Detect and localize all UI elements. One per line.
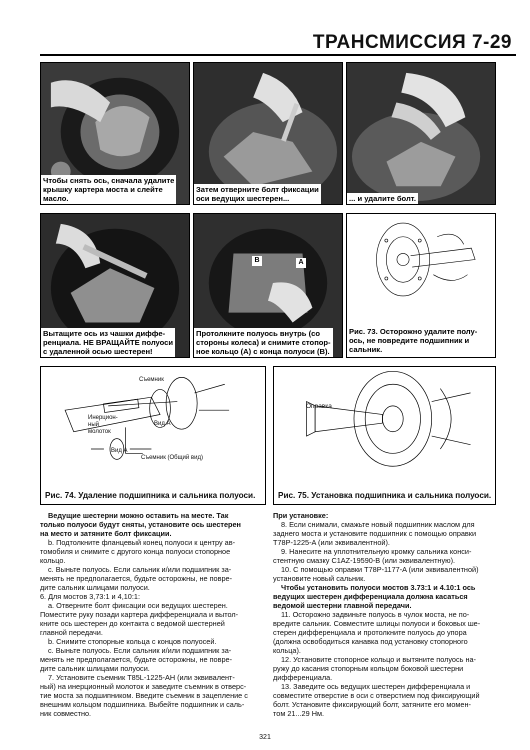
photo-remove-cover bbox=[40, 62, 190, 205]
text-line: только полуоси будут сняты, установите ось шестерен bbox=[40, 519, 241, 529]
text-line: на место и затяните болт фиксации. bbox=[40, 528, 172, 538]
page-title: ТРАНСМИССИЯ 7-29 bbox=[312, 32, 512, 53]
text-line: с. Выньте полуось. Если сальник и/или подшипник за- bbox=[48, 645, 232, 655]
text-line: 9. Нанесите на уплотнительную кромку сальника конси- bbox=[281, 546, 472, 556]
text-line: дите сальник шлицами полуоси. bbox=[40, 582, 150, 592]
photo-remove-bolt bbox=[346, 62, 496, 205]
label-view-a-1: Вид А bbox=[154, 421, 171, 427]
figure-73-drawing bbox=[347, 214, 497, 324]
label-puller-general: Съемник (Общий вид) bbox=[141, 455, 203, 461]
figure-75-drawing bbox=[274, 367, 497, 487]
photo-unscrew-bolt-image bbox=[194, 63, 342, 204]
page-number: 321 bbox=[259, 734, 271, 741]
text-line: стерен дифференциала и протолкните полуось до упора bbox=[273, 627, 467, 637]
text-line: томобиля и снимите с другого конца полуоси стопорное bbox=[40, 546, 231, 556]
figure-74-caption: Рис. 74. Удаление подшипника и сальника полуоси. bbox=[45, 491, 256, 500]
text-line: b. Подтолкните фланцевый конец полуоси к центру ав- bbox=[48, 537, 236, 547]
figure-74-drawing bbox=[41, 367, 267, 487]
left-text-column bbox=[40, 512, 274, 719]
photo-caption: Протолкните полуось внутрь (со стороны колеса) и снимите стопор- ное кольцо (А) с конца полуоси (В). bbox=[196, 329, 331, 356]
text-line: менять не предполагается, будьте осторожны, не повре- bbox=[40, 573, 233, 583]
right-text-column bbox=[273, 512, 507, 719]
text-line: кольцо. bbox=[40, 555, 66, 565]
text-line: главной передачи. bbox=[40, 627, 103, 637]
photo-caption: Затем отверните болт фиксации оси ведущих шестерен... bbox=[196, 185, 319, 203]
text-line: кните ось шестерен до контакта с ведомой шестерней bbox=[40, 618, 225, 628]
text-line: ник совместно. bbox=[40, 708, 92, 718]
text-line: внешним кольцом подшипника. Выбейте подшипник и саль- bbox=[40, 699, 245, 709]
text-line: 10. С помощью оправки T78P-1177-A (или эквивалентной) bbox=[281, 564, 479, 574]
text-line: а. Отверните болт фиксации оси ведущих шестерен. bbox=[48, 600, 228, 610]
label-inertia-hammer: Инерцион- ный молоток bbox=[88, 415, 118, 435]
figure-73-caption: Рис. 73. Осторожно удалите полу- ось, не повредите подшипник и сальник. bbox=[349, 327, 478, 354]
text-line: болт. Установите фиксирующий болт, затяните его момен- bbox=[273, 699, 471, 709]
figure-73 bbox=[346, 213, 496, 358]
photo-caption: Чтобы снять ось, сначала удалите крышку картера моста и слейте масло. bbox=[43, 176, 175, 203]
figure-75-caption: Рис. 75. Установка подшипника и сальника полуоси. bbox=[278, 491, 492, 500]
text-line: стентную смазку C1AZ-19590-B (или эквивалентную). bbox=[273, 555, 456, 565]
text-line: 12. Установите стопорное кольцо и вытяните полуось на- bbox=[281, 654, 476, 664]
figure-75 bbox=[273, 366, 496, 505]
photo-caption: ... и удалите болт. bbox=[349, 194, 416, 203]
text-line: При установке: bbox=[273, 511, 329, 520]
text-line: (должна освободиться канавка под установку стопорного bbox=[273, 636, 468, 646]
photo-unscrew-bolt bbox=[193, 62, 343, 205]
text-line: дифференциала. bbox=[273, 672, 333, 682]
text-line: 6. Для мостов 3,73:1 и 4,10:1: bbox=[40, 591, 140, 601]
text-line: ведомой шестерни главной передачи. bbox=[273, 600, 412, 610]
text-line: тие моста за подшипником. Введите съемник в зацепление с bbox=[40, 690, 248, 700]
photo-remove-bolt-image bbox=[347, 63, 495, 204]
text-line: 8. Если снимали, смажьте новый подшипник маслом для bbox=[281, 519, 475, 529]
text-line: ведущих шестерен дифференциала должна касаться bbox=[273, 591, 468, 601]
mark-b: B bbox=[252, 256, 262, 266]
text-line: кольца). bbox=[273, 645, 301, 655]
text-line: менять не предполагается, будьте осторожны, не повре- bbox=[40, 654, 233, 664]
text-line: том 21...29 Нм. bbox=[273, 708, 325, 718]
text-line: вредите сальник. Совместите шлицы полуоси и боковых ше- bbox=[273, 618, 481, 628]
text-line: ный) на инерционный молоток и заведите съемник в отверс- bbox=[40, 681, 247, 691]
label-puller: Съемник bbox=[139, 377, 164, 383]
text-line: Поместите руку позади картера дифференциала и вытол- bbox=[40, 609, 239, 619]
header-rule bbox=[40, 54, 516, 56]
label-mandrel: Оправка bbox=[306, 403, 332, 410]
text-line: совместите отверстие в оси с отверстием под фиксирующий bbox=[273, 690, 480, 700]
text-line: b. Снимите стопорные кольца с концов полуосей. bbox=[48, 636, 217, 646]
text-line: ружу до касания стопорным кольцом боковой шестерни bbox=[273, 663, 464, 673]
mark-a: A bbox=[296, 258, 306, 268]
text-line: 11. Осторожно задвиньте полуось в чулок моста, не по- bbox=[281, 609, 470, 619]
label-view-a-2: Вид А bbox=[111, 448, 128, 454]
text-line: 7. Установите съемник T85L-1225-AH (или эквивалент- bbox=[48, 672, 235, 682]
photo-push-axle bbox=[193, 213, 343, 358]
text-line: Чтобы установить полуоси мостов 3.73:1 и 4.10:1 ось bbox=[281, 582, 476, 592]
text-line: 13. Заведите ось ведущих шестерен дифференциала и bbox=[281, 681, 471, 691]
photo-pull-shaft bbox=[40, 213, 190, 358]
text-line: с. Выньте полуось. Если сальник и/или подшипник за- bbox=[48, 564, 232, 574]
figure-74 bbox=[40, 366, 266, 505]
text-line: Ведущие шестерни можно оставить на месте. Так bbox=[48, 511, 229, 520]
text-line: заднего моста и установите подшипник с помощью оправки bbox=[273, 528, 477, 538]
text-line: установите новый сальник. bbox=[273, 573, 366, 583]
photo-caption: Вытащите ось из чашки диффе- ренциала. НЕ ВРАЩАЙТЕ полуоси с удаленной осью шестерен! bbox=[43, 329, 174, 356]
text-line: дите сальник шлицами полуоси. bbox=[40, 663, 150, 673]
text-line: T78P-1225-A (или эквивалентной). bbox=[273, 537, 390, 547]
